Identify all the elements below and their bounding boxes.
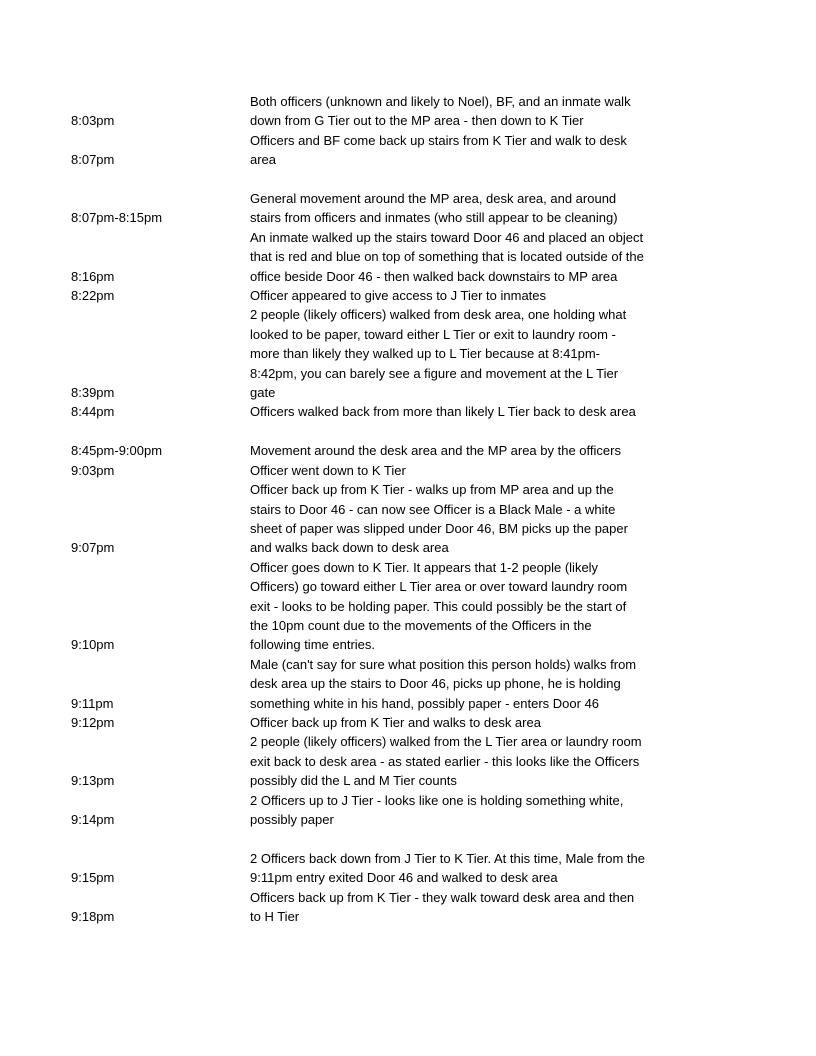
- entry-description: 2 Officers back down from J Tier to K Tier. At this time, Male from the 9:11pm entry exited Door 46 and walked to desk area: [250, 850, 645, 886]
- entry-time: 9:13pm: [71, 773, 115, 789]
- entry-time: 9:18pm: [71, 909, 115, 925]
- log-entry: [0, 228, 816, 286]
- entry-description: Officers walked back from more than likely L Tier back to desk area: [250, 404, 636, 420]
- entry-description: Officer back up from K Tier and walks to desk area: [250, 714, 541, 730]
- entry-time: 9:15pm: [71, 870, 115, 886]
- log-entry: [0, 849, 816, 888]
- time-log: [0, 92, 816, 926]
- log-entry: [0, 402, 816, 421]
- entry-time: 8:07pm-8:15pm: [71, 210, 163, 226]
- entry-description: 2 people (likely officers) walked from the L Tier area or laundry room exit back to desk area - as stated earlier - this looks like the Officers possibly did the L and M Tier counts: [250, 734, 642, 789]
- entry-description: Officers and BF come back up stairs from K Tier and walk to desk area: [250, 132, 627, 168]
- entry-time: 8:44pm: [71, 404, 115, 420]
- entry-time: 8:07pm: [71, 152, 115, 168]
- entry-description: 2 people (likely officers) walked from desk area, one holding what looked to be paper, toward either L Tier or exit to laundry room - more than likely they walked up to L Tier because at 8:41pm-8:42pm, you can barely see a figure and movement at the L Tier gate: [250, 307, 627, 401]
- log-entry: [0, 131, 816, 170]
- log-entry: [0, 732, 816, 790]
- entry-time: 8:16pm: [71, 268, 115, 284]
- entry-description: Movement around the desk area and the MP area by the officers: [250, 443, 621, 459]
- entry-description: Officers back up from K Tier - they walk toward desk area and then to H Tier: [250, 889, 635, 925]
- log-entry: [0, 441, 816, 460]
- entry-time: 9:11pm: [71, 695, 114, 711]
- log-entry: [0, 480, 816, 558]
- entry-time: 9:10pm: [71, 637, 115, 653]
- entry-time: 9:07pm: [71, 540, 115, 556]
- log-entry: [0, 461, 816, 480]
- log-entry: [0, 92, 816, 131]
- entry-time: 9:12pm: [71, 714, 115, 730]
- entry-description: 2 Officers up to J Tier - looks like one is holding something white, possibly paper: [250, 792, 624, 827]
- entry-time: 8:45pm-9:00pm: [71, 443, 163, 459]
- log-entry: [0, 713, 816, 732]
- log-entry: [0, 655, 816, 713]
- entry-description: Officer back up from K Tier - walks up from MP area and up the stairs to Door 46 - can now see Officer is a Black Male - a white sheet of paper was slipped under Door 46, BM picks up the paper and walks back down to desk area: [250, 482, 628, 556]
- entry-description: Officer went down to K Tier: [250, 462, 406, 478]
- entry-time: 8:39pm: [71, 385, 115, 401]
- log-entry: [0, 558, 816, 655]
- log-entry: [0, 888, 816, 927]
- entry-description: Male (can't say for sure what position this person holds) walks from desk area up the stairs to Door 46, picks up phone, he is holding something white in his hand, possibly paper - enters Door 46: [250, 656, 637, 711]
- log-entry: [0, 286, 816, 305]
- log-entry: [0, 189, 816, 228]
- entry-description: General movement around the MP area, desk area, and around stairs from officers and inmates (who still appear to be cleaning): [250, 191, 618, 226]
- log-entry: [0, 791, 816, 830]
- entry-description: Both officers (unknown and likely to Noel), BF, and an inmate walk down from G Tier out to the MP area - then down to K Tier: [250, 94, 631, 129]
- entry-description: An inmate walked up the stairs toward Door 46 and placed an object that is red and blue on top of something that is located outside of the office beside Door 46 - then walked back downstairs to MP area: [250, 229, 644, 284]
- entry-time: 9:03pm: [71, 462, 115, 478]
- log-entry: [0, 305, 816, 402]
- entry-time: 8:22pm: [71, 288, 115, 304]
- entry-time: 8:03pm: [71, 113, 115, 129]
- entry-description: Officer appeared to give access to J Tier to inmates: [250, 288, 547, 304]
- entry-description: Officer goes down to K Tier. It appears that 1-2 people (likely Officers) go toward either L Tier area or over toward laundry room exit - looks to be holding paper. This could possibly be the start of the 10pm count due to the movements of the Officers in the following time entries.: [250, 559, 628, 653]
- entry-time: 9:14pm: [71, 812, 115, 827]
